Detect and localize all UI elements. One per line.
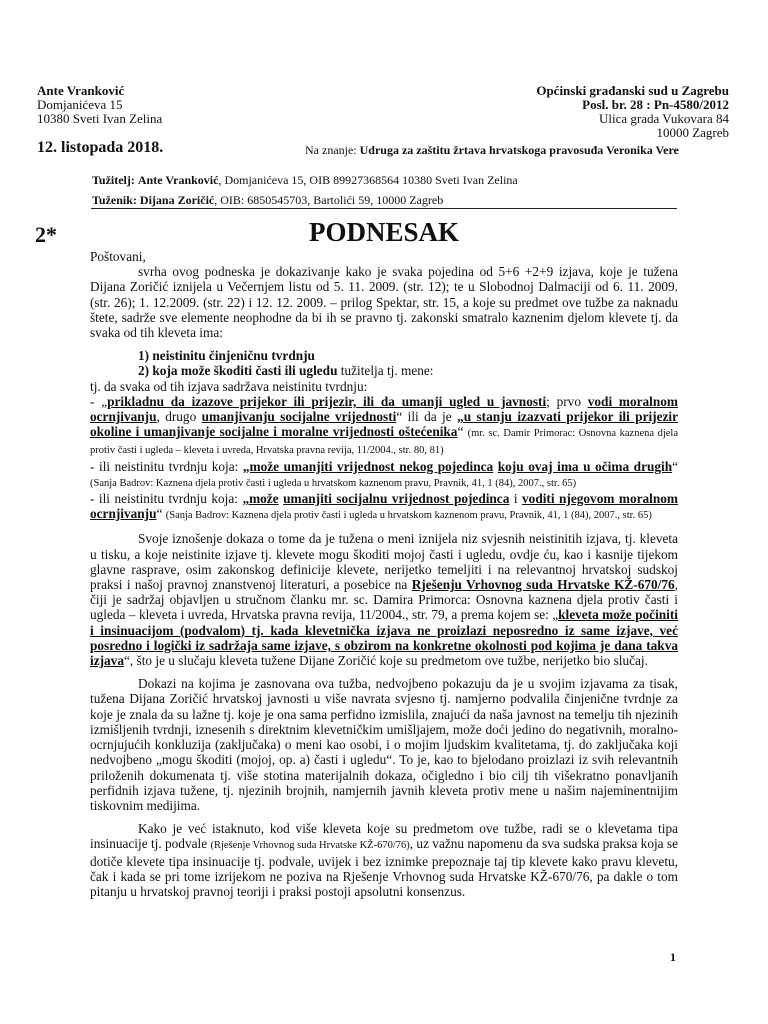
greeting: Poštovani, [90,249,146,264]
sender-block [37,84,162,126]
court-block [536,84,729,140]
defendant-details: , OIB: 6850545703, Bartolići 59, 10000 Zagreb [214,193,444,207]
q2-b: „može umanjiti vrijednost nekog pojedinca [242,458,494,474]
sender-city: 10380 Sveti Ivan Zelina [37,111,163,126]
p1-c: , čiji je sadržaj objavljen u stručnom članku mr. sc. Damira Primorca: Osnovna kaznena djela protiv časti i ugleda – kleveta i uvreda, Hrvatska pravna revija, 11/2004., str. 79, a prema kojem se: „ [90,577,678,623]
item-2-rest: tužitelja tj. mene: [337,363,434,379]
q1-b: prikladnu da izazove prijekor ili prijezir, ili da umanji ugled u javnosti [107,393,547,409]
court-street: Ulica grada Vukovara 84 [598,111,729,126]
q3-citation: (Sanja Badrov: Kaznena djela protiv časti i ugleda u hrvatskom kaznenom pravu, Pravnik, 41, 1 (84), 2007., str. 65) [165,510,652,522]
q3-a: - ili neistinitu tvrdnju koja: [90,491,243,507]
q3-b: „može [242,491,279,507]
intro-paragraph: svrha ovog podneska je dokazivanje kako je svaka pojedina od 5+6 +2+9 izjava, koje je tužena Dijana Zoričić iznijela u Večernjem listu od 5. 11. 2009. (str. 12); te u Slobodnoj Dalmaciji od 6. 11. 2009. (str. 26); 1. 12.2009. (str. 22) i 12. 12. 2009. – prilog Spektar, str. 15, a koje su predmet ove tužbe za naknadu štete, sadrže sve elemente neophodne da bi ih se pravno tj. zakonski smatralo kaznenim djelom klevete tj. da svaka od tih kleveta ima: [90,264,678,341]
q1-c: ; prvo [546,393,588,409]
element-item-2 [90,363,678,378]
p3-c: , uz važnu napomenu da sva sudska praksa koja se dotiče klevete tipa insinuacije tj. podvale, uvijek i bez iznimke prepoznaje taj tip klevete kako pravu klevetu, čak i kada se pri tome izrijekom ne poziva na Rješenje Vrhovnog suda Hrvatske KŽ-670/76, pa dakle o tom pitanju u hrvatskoj pravnoj teoriji i praksi postoji apsolutni konsenzus. [90,836,678,899]
q1-e: , drugo [156,409,202,425]
document-date: 12. listopada 2018. [37,139,164,156]
paragraph-2: Dokazi na kojima je zasnovana ova tužba, nedvojbeno pokazuju da je u svojim izjavama za tisak, tužena Dijana Zoričić hrvatskoj javnosti u više navrata svjesno tj. namjerno podvalila činjenične tvrdnje za koje je znala da su lažne tj. koje je ona sama perfidno izmislila, znajući da naša javnost na temelju tih njezinih izmišljenih tvrdnji, iznesenih s direktnim klevetničkim umišljajem, može doći jedino do negativnih, moralno-ocrnjujućih konkluzija (zaključaka) o meni kao osobi, i o mojim ljudskim kvalitetama, tj. do zaključaka koji nedvojbeno „mogu škoditi (mojoj, op. a) časti i ugledu“. To je, kao to bjelodano proizlazi iz svih relevantnih priloženih dokumenata tj. više stotina materijalnih dokaza, očigledno i bio cilj tih višekratno ponavljanih perfidnih izjava tužene, tj. njezinih brojnih, namjernih javnih kleveta protiv mene u našim najeminentnijim tiskovnim medijima. [90,676,678,813]
p1-e: “, što je u slučaju kleveta tužene Dijane Zoričić koje su predmetom ove tužbe, nerijetko bio slučaj. [123,653,648,669]
header-divider [91,208,677,209]
q1-f: umanjivanju socijalne vrijednosti [201,409,397,425]
court-name: Općinski građanski sud u Zagrebu [536,83,729,98]
cc-label: Na znanje: [305,143,357,157]
p1-court-ruling: Rješenju Vrhovnog suda Hrvatske KŽ-670/76 [411,577,675,593]
q2-citation: (Sanja Badrov: Kaznena djela protiv časti i ugleda u hrvatskom kaznenom pravu, Pravnik, 41, 1 (84), 2007., str. 65) [90,477,577,489]
paragraph-3 [90,821,678,899]
sender-name: Ante Vranković [37,83,125,98]
quote-3 [90,491,678,523]
lead-line: tj. da svaka od tih izjava sadržava neistinitu tvrdnju: [90,378,368,394]
q3-d: umanjiti socijalnu vrijednost pojedinca [283,491,510,507]
document-title: PODNESAK [308,217,460,247]
quote-1 [90,394,678,459]
q3-f: voditi njegovom moralnom ocrnjivanju [90,491,678,522]
defendant-name: Dijana Zoričić [139,193,215,207]
case-number: Posl. br. 28 : Pn-4580/2012 [582,97,729,112]
p1-a: Svoje iznošenje dokaza o tome da je tužena o meni iznijela niz svjesnih neistinitih izjava, tj. kleveta u tisku, a koje neistinite izjave tj. klevete mogu škoditi mojoj časti i ugledu, ovdje ću, kao i kasnije tijekom glavne rasprave, osim zakonskog definicije klevete, nerijetko temeljiti i na relevantnoj hrvatskoj sudskoj praksi i našoj pravnoj znanstvenoj literaturi, a posebice na [90,531,678,593]
q1-citation: (mr. sc. Damir Primorac: Osnovna kaznena djela protiv časti i ugleda – kleveta i uvreda, Hrvatska pravna revija, 11/2004., str. 80, 81) [90,428,678,457]
cc-recipient: Udruga za zaštitu žrtava hrvatskoga pravosuđa Veronika Vere [359,143,679,157]
defendant-line [92,190,518,210]
cc-line [305,143,679,158]
court-city: 10000 Zagreb [656,125,729,140]
plaintiff-details: , Domjanićeva 15, OIB 89927368564 10380 Sveti Ivan Zelina [218,173,518,187]
q3-g: “ [156,506,166,522]
q1-i: “ [457,424,468,440]
q2-d: koju ovaj ima u očima drugih [497,458,673,474]
plaintiff-label: Tužitelj: [92,173,135,187]
parties-block [92,170,518,210]
document-number: 2* [35,222,57,247]
plaintiff-name: Ante Vranković [137,173,219,187]
q1-a: - „ [90,393,108,409]
q2-e: “ [672,458,679,474]
element-item-1: 1) neistinitu činjeničnu tvrdnju [138,348,315,364]
q1-h: „u stanju izazvati prijekor ili prijezir okoline i umanjivanje socijalne i moralne vrijednosti oštećenika [90,409,678,440]
q2-a: - ili neistinitu tvrdnju koja: [90,458,243,474]
q3-e: i [509,491,523,507]
item-2-bold: 2) koja može škoditi časti ili ugledu [138,363,338,379]
plaintiff-line [92,170,518,190]
quote-2 [90,459,678,491]
p1-quote: kleveta može počiniti i insinuacijom (podvalom) tj. kada klevetnička izjava ne proizlazi neposredno iz same izjave, već posredno i logički iz sadržaja same izjave, s obzirom na konkretne okolnosti pod kojima je dana takva izjava [90,607,678,669]
p3-citation: (Rješenje Vrhovnog suda Hrvatske KŽ-670/76) [210,840,410,852]
p3-a: Kako je već istaknuto, kod više kleveta koje su predmetom ove tužbe, radi se o klevetama tipa insinuacije tj. podvale [90,821,678,852]
sender-street: Domjanićeva 15 [37,97,123,112]
q1-g: “ ili da je [396,409,458,425]
paragraph-1 [90,531,678,668]
document-body [90,249,678,899]
defendant-label: Tuženik: [92,193,137,207]
q1-d: vodi moralnom ocrnjivanju [90,393,678,425]
page-number: 1 [670,950,676,964]
